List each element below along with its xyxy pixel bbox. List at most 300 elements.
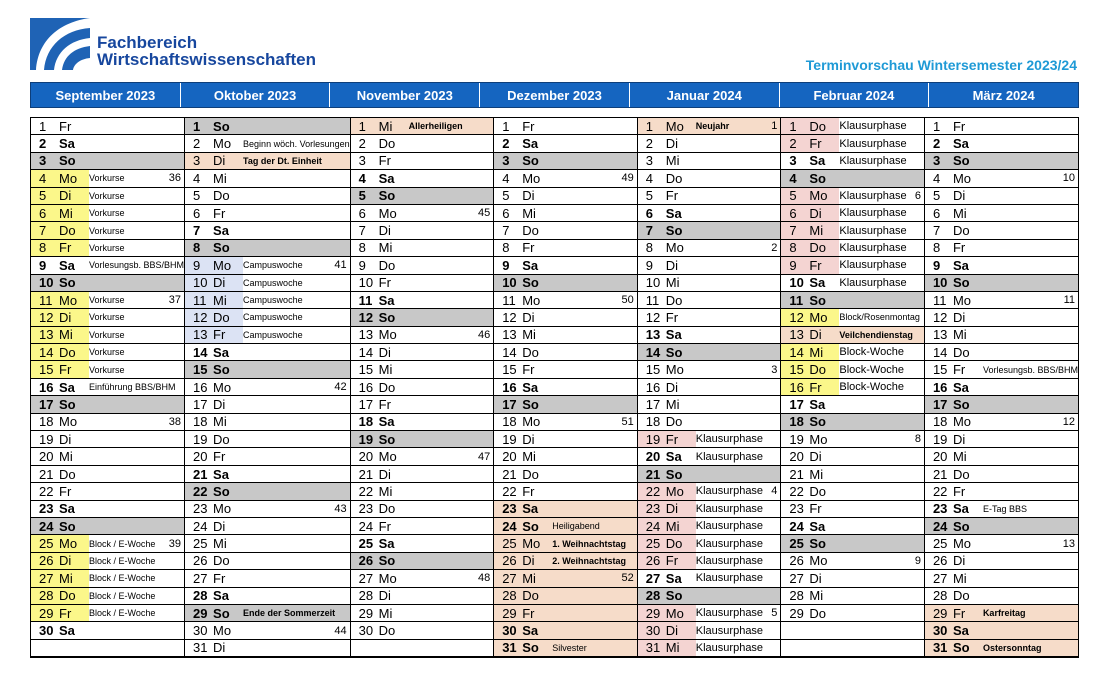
day-row [185, 518, 350, 535]
day-cell [31, 361, 89, 377]
faculty-name-line1: Fachbereich [97, 33, 198, 52]
day-cell [31, 518, 89, 534]
day-row [351, 588, 494, 605]
day-cell [781, 222, 839, 238]
weekday: Fr [213, 205, 226, 221]
day-number: 7 [39, 223, 47, 239]
day-row [31, 309, 184, 326]
day-cell [351, 135, 409, 151]
day-cell [185, 640, 243, 656]
day-cell [351, 588, 409, 604]
day-cell [185, 222, 243, 238]
weekday: Fr [378, 518, 391, 534]
weekday: Mi [952, 449, 967, 465]
day-cell [494, 414, 552, 430]
weekday: Mo [59, 170, 78, 186]
day-number: 28 [789, 588, 804, 604]
day-cell [494, 205, 552, 221]
weekday: Do [952, 466, 970, 482]
weekday: Mo [213, 257, 232, 273]
weekday: Mo [378, 570, 397, 586]
day-number: 20 [358, 449, 374, 465]
day-row [185, 327, 350, 344]
weekday: Do [952, 344, 970, 360]
day-row [185, 361, 350, 378]
day-cell [31, 379, 89, 395]
day-number: 7 [358, 223, 366, 239]
day-cell [781, 135, 839, 151]
day-number: 3 [502, 153, 510, 169]
weekday: Do [809, 118, 826, 134]
day-number: 15 [502, 362, 517, 378]
weekday: Fr [809, 257, 822, 273]
weekday: Di [665, 257, 679, 273]
day-cell [185, 396, 243, 412]
day-number: 18 [39, 414, 54, 430]
day-row [31, 361, 184, 378]
weekday: Do [665, 536, 683, 552]
day-cell [638, 570, 696, 586]
day-cell [185, 275, 243, 291]
day-row [638, 309, 781, 326]
weekday: Mo [665, 240, 684, 256]
day-cell [925, 153, 983, 169]
day-number: 25 [645, 536, 661, 552]
day-cell [494, 188, 552, 204]
day-cell [925, 170, 983, 186]
day-cell [185, 188, 243, 204]
day-cell [638, 518, 696, 534]
month-column [925, 118, 1078, 657]
day-row [351, 309, 494, 326]
day-row [351, 605, 494, 622]
day-cell [185, 448, 243, 464]
day-row [185, 118, 350, 135]
day-row [925, 292, 1078, 309]
day-number: 1 [502, 118, 510, 134]
day-row [781, 327, 924, 344]
weekday: So [378, 309, 396, 325]
weekday: Mo [809, 553, 828, 569]
day-row [925, 135, 1078, 152]
weekday: Mi [59, 449, 73, 465]
weekday: Mo [952, 536, 971, 552]
day-number: 8 [39, 240, 47, 256]
week-number: 49 [621, 172, 634, 185]
day-number: 31 [645, 640, 661, 656]
weekday: Mo [213, 379, 232, 395]
weekday: Di [952, 309, 966, 325]
weekday: Mi [665, 396, 680, 412]
weekday: Mi [59, 205, 73, 221]
day-cell [494, 344, 552, 360]
weekday: So [213, 118, 230, 134]
day-number: 9 [932, 257, 941, 273]
weekday: Fr [522, 605, 535, 621]
event-note: Block / E-Woche [89, 590, 156, 601]
day-number: 18 [789, 414, 804, 430]
day-cell [638, 205, 696, 221]
day-cell [351, 553, 409, 569]
day-cell [185, 205, 243, 221]
day-number: 4 [39, 170, 47, 186]
day-row [494, 205, 637, 222]
day-number: 2 [645, 136, 654, 152]
weekday: Mi [665, 153, 680, 169]
day-number: 28 [645, 588, 661, 604]
day-row [781, 501, 924, 518]
day-row [494, 275, 637, 292]
day-cell [494, 153, 552, 169]
day-cell [638, 309, 696, 325]
weekday: Fr [522, 240, 535, 256]
day-cell [925, 344, 983, 360]
day-cell [494, 327, 552, 343]
day-cell [351, 327, 409, 343]
day-cell [925, 396, 983, 412]
weekday: Mo [952, 292, 971, 308]
weekday: So [213, 605, 230, 621]
day-row [185, 466, 350, 483]
day-cell [781, 170, 839, 186]
day-number: 23 [502, 501, 517, 517]
day-row [494, 118, 637, 135]
day-number: 21 [39, 466, 54, 482]
day-cell [351, 622, 409, 638]
day-row [31, 135, 184, 152]
event-note: Silvester [552, 642, 587, 653]
weekday: Sa [665, 570, 682, 586]
weekday: Di [213, 518, 226, 534]
weekday: Fr [522, 118, 535, 134]
event-note: Campuswoche [243, 295, 303, 306]
week-number: 8 [914, 433, 921, 446]
day-number: 24 [645, 518, 661, 534]
week-number: 44 [334, 624, 347, 637]
day-cell [781, 588, 839, 604]
weekday: So [809, 536, 826, 552]
day-number: 11 [645, 292, 660, 308]
day-cell [31, 135, 89, 151]
week-number: 37 [168, 294, 182, 307]
day-number: 4 [645, 170, 654, 186]
day-cell [185, 153, 243, 169]
day-row [351, 292, 494, 309]
week-number: 38 [168, 415, 182, 428]
day-number: 26 [932, 553, 948, 569]
weekday: So [665, 223, 683, 239]
week-number: 46 [477, 328, 491, 341]
day-cell [638, 379, 696, 395]
day-row [185, 135, 350, 152]
day-number: 14 [502, 344, 517, 360]
weekday: Mi [522, 570, 536, 586]
month-header: November 2023 [330, 83, 480, 107]
day-cell [494, 275, 552, 291]
day-row [494, 588, 637, 605]
day-row [925, 501, 1078, 518]
weekday: Di [213, 640, 226, 656]
weekday: Fr [952, 605, 966, 621]
weekday: So [952, 396, 970, 412]
week-number: 12 [1062, 415, 1075, 428]
day-row [185, 414, 350, 431]
day-row [494, 188, 637, 205]
weekday: So [809, 170, 826, 186]
month-column [638, 118, 782, 657]
day-number: 20 [789, 449, 804, 465]
day-number: 8 [789, 240, 797, 256]
day-row [494, 622, 637, 639]
weekday: Do [378, 136, 396, 152]
day-cell [494, 535, 552, 551]
week-number: 36 [168, 172, 182, 185]
day-row [185, 344, 350, 361]
day-row [185, 605, 350, 622]
event-note: Heiligabend [552, 521, 600, 532]
day-cell [781, 153, 839, 169]
day-cell [351, 466, 409, 482]
weekday: Sa [522, 136, 539, 152]
weekday: Mo [809, 188, 828, 204]
day-cell [638, 170, 696, 186]
day-number: 23 [645, 501, 661, 517]
weekday: Sa [213, 466, 229, 482]
day-number: 16 [358, 379, 374, 395]
day-cell [31, 240, 89, 256]
day-cell [925, 622, 983, 638]
weekday: So [59, 518, 76, 534]
weekday: Mi [378, 118, 393, 134]
day-row [185, 535, 350, 552]
day-cell [31, 588, 89, 604]
day-number: 24 [358, 518, 374, 534]
day-cell [494, 135, 552, 151]
day-row [781, 222, 924, 239]
day-cell [638, 344, 696, 360]
month-column [781, 118, 925, 657]
day-cell [351, 344, 409, 360]
weekday: Mi [213, 414, 227, 430]
weekday: Do [665, 170, 683, 186]
day-cell [351, 379, 409, 395]
day-row [781, 640, 924, 657]
day-cell [185, 570, 243, 586]
day-cell [925, 640, 983, 656]
day-number: 25 [502, 536, 517, 552]
day-row [638, 118, 781, 135]
day-cell [925, 501, 983, 517]
day-row [925, 188, 1078, 205]
day-row [925, 205, 1078, 222]
month-header: Februar 2024 [780, 83, 930, 107]
event-note: Vorkurse [89, 347, 125, 358]
day-cell [925, 466, 983, 482]
day-cell [185, 431, 243, 447]
day-cell [781, 431, 839, 447]
day-number: 15 [193, 362, 208, 378]
day-cell [781, 466, 839, 482]
day-number: 25 [789, 536, 804, 552]
event-note: Karfreitag [982, 608, 1026, 619]
day-number: 26 [645, 553, 661, 569]
weekday: Sa [522, 379, 539, 395]
day-cell [781, 570, 839, 586]
day-number: 10 [932, 275, 948, 291]
weekday: Do [213, 553, 230, 569]
day-number: 6 [932, 205, 941, 221]
weekday: Fr [213, 449, 226, 465]
day-cell [925, 292, 983, 308]
weekday: Fr [665, 431, 679, 447]
day-row [925, 222, 1078, 239]
day-row [494, 570, 637, 587]
day-number: 20 [193, 449, 208, 465]
day-number: 12 [502, 309, 517, 325]
day-number: 11 [789, 292, 804, 308]
day-cell [185, 466, 243, 482]
day-row [638, 361, 781, 378]
weekday: Di [809, 570, 822, 586]
day-row [638, 135, 781, 152]
day-cell [494, 240, 552, 256]
day-cell [351, 118, 409, 134]
weekday: Mi [59, 570, 73, 586]
day-number: 26 [193, 553, 208, 569]
day-row [31, 240, 184, 257]
event-note: Campuswoche [243, 329, 303, 340]
day-number: 11 [502, 292, 516, 308]
weekday: So [213, 483, 230, 499]
day-number: 23 [789, 501, 804, 517]
weekday: Do [213, 431, 230, 447]
weekday: Do [809, 605, 826, 621]
day-cell [494, 431, 552, 447]
day-cell [638, 275, 696, 291]
weekday: Do [665, 414, 683, 430]
day-row [185, 483, 350, 500]
day-row [925, 257, 1078, 274]
weekday: So [522, 153, 539, 169]
day-row [185, 292, 350, 309]
weekday: Di [213, 153, 226, 169]
weekday: Do [952, 223, 970, 239]
weekday: Do [522, 466, 539, 482]
day-row [638, 327, 781, 344]
day-number: 3 [358, 153, 366, 169]
weekday: So [809, 414, 826, 430]
day-row [31, 205, 184, 222]
day-cell [185, 257, 243, 273]
day-cell [494, 622, 552, 638]
event-note: Vorkurse [89, 295, 125, 306]
weekday: Di [59, 431, 72, 447]
month-column [31, 118, 185, 657]
day-row [925, 622, 1078, 639]
weekday: Mo [665, 483, 684, 499]
day-row [351, 327, 494, 344]
day-row [638, 431, 781, 448]
weekday: Mi [59, 327, 73, 343]
day-number: 13 [193, 327, 208, 343]
weekday: Mo [522, 414, 541, 430]
day-row [638, 188, 781, 205]
day-cell [31, 448, 89, 464]
day-cell [925, 205, 983, 221]
day-row [638, 275, 781, 292]
day-cell [351, 448, 409, 464]
day-row [494, 309, 637, 326]
day-cell [185, 170, 243, 186]
weekday: Sa [952, 136, 969, 152]
day-number: 21 [193, 466, 208, 482]
day-number: 23 [193, 501, 208, 517]
weekday: Fr [665, 188, 679, 204]
event-note: Vorkurse [89, 242, 125, 253]
day-number: 22 [645, 483, 661, 499]
weekday: So [59, 153, 76, 169]
day-row [638, 396, 781, 413]
weekday: Mo [213, 501, 232, 517]
day-cell [185, 118, 243, 134]
day-number: 9 [193, 257, 201, 273]
day-number: 29 [193, 605, 208, 621]
day-number: 27 [789, 570, 804, 586]
weekday: Di [378, 466, 391, 482]
day-row [351, 275, 494, 292]
day-row [185, 431, 350, 448]
day-cell [494, 361, 552, 377]
day-number: 1 [39, 118, 47, 134]
weekday: So [809, 292, 826, 308]
day-cell [351, 222, 409, 238]
weekday: Mi [213, 292, 227, 308]
day-cell [925, 414, 983, 430]
weekday: Di [59, 309, 72, 325]
weekday: Fr [952, 118, 966, 134]
weekday: Do [378, 257, 396, 273]
weekday: Do [522, 588, 539, 604]
event-note: Klausurphase [839, 189, 907, 202]
weekday: Mi [809, 223, 824, 239]
day-cell [185, 379, 243, 395]
weekday: Sa [213, 588, 229, 604]
weekday: So [522, 275, 539, 291]
day-number: 5 [789, 188, 797, 204]
day-number: 3 [789, 153, 797, 169]
day-row [781, 309, 924, 326]
day-row [351, 361, 494, 378]
weekday: Mi [378, 240, 393, 256]
weekday: Mi [213, 536, 227, 552]
day-number: 2 [358, 136, 366, 152]
day-cell [925, 309, 983, 325]
day-number: 31 [932, 640, 948, 656]
day-cell [638, 553, 696, 569]
day-row [31, 622, 184, 639]
day-cell [638, 640, 696, 656]
day-number: 9 [645, 257, 654, 273]
day-row [781, 570, 924, 587]
day-number: 4 [502, 170, 510, 186]
weekday: Di [378, 344, 391, 360]
day-row [185, 379, 350, 396]
event-note: 1. Weihnachtstag [552, 538, 627, 549]
day-cell [351, 640, 409, 656]
day-number: 19 [39, 431, 54, 447]
weekday: Fr [952, 362, 966, 378]
day-row [781, 275, 924, 292]
